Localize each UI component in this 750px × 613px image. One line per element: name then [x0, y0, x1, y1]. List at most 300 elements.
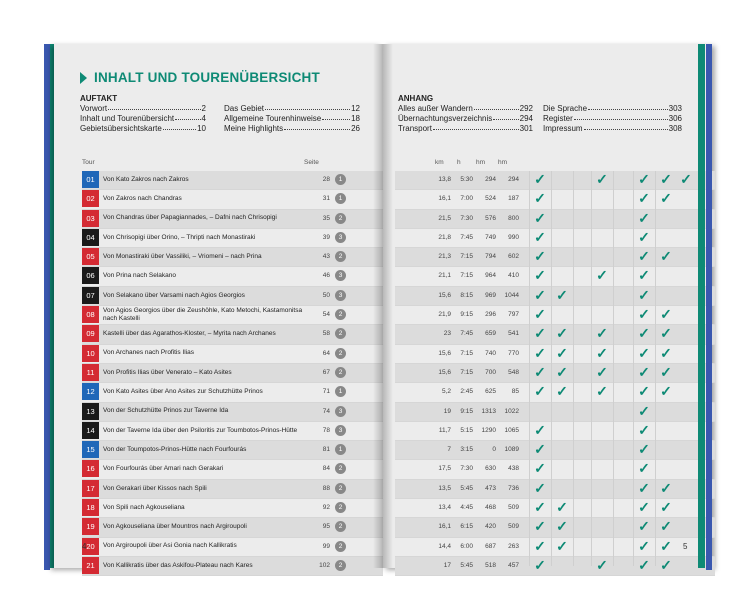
tour-row-left[interactable] [82, 267, 383, 286]
toc-entry[interactable] [398, 114, 533, 123]
toc-entry[interactable] [80, 104, 206, 113]
difficulty-icon: 2 [335, 309, 346, 320]
checkmark-icon: ✓ [638, 363, 650, 380]
checkmark-icon: ✓ [638, 286, 650, 303]
page-number-left: 4 [82, 542, 87, 551]
tour-ascent: 294 [485, 176, 496, 183]
tour-row-left[interactable] [82, 210, 383, 229]
toc-leader-dots [474, 104, 519, 110]
tour-distance: 13,5 [438, 484, 451, 492]
tour-duration: 7:00 [460, 195, 473, 203]
tour-ascent: 420 [485, 523, 496, 531]
difficulty-icon: 2 [335, 328, 346, 339]
tour-name[interactable]: Von Kallikratis über das Askifou-Plateau nach Kares [103, 561, 253, 569]
difficulty-icon: 2 [335, 213, 346, 224]
tour-table-right [395, 171, 715, 576]
tour-ascent: 969 [485, 291, 496, 299]
tour-descent: 1044 [504, 291, 519, 299]
checkmark-icon: ✓ [638, 325, 650, 342]
tour-duration: 7:15 [460, 349, 473, 357]
anhang-heading: ANHANG [398, 94, 434, 103]
toc-entry[interactable] [224, 124, 360, 133]
tour-page-number: 43 [322, 253, 330, 261]
title-arrow-icon [80, 72, 87, 84]
tour-duration: 7:15 [460, 253, 473, 261]
right-page [383, 44, 712, 573]
tour-table-left [82, 171, 383, 576]
tour-ascent: 749 [485, 233, 496, 241]
toc-leader-dots [175, 114, 200, 120]
tour-ascent: 524 [485, 195, 496, 203]
column-divider [613, 171, 614, 566]
tour-name[interactable]: Von Profitis Ilias über Venerato – Kato Asites [103, 368, 232, 376]
toc-entry-page: 294 [519, 114, 533, 123]
tour-distance: 16,1 [438, 523, 451, 531]
checkmark-icon: ✓ [638, 306, 650, 323]
checkmark-icon: ✓ [638, 344, 650, 361]
tour-distance: 16,1 [438, 195, 451, 203]
checkmark-icon: ✓ [596, 363, 608, 380]
tour-ascent: 0 [492, 446, 496, 454]
checkmark-icon: ✓ [638, 383, 650, 400]
tour-name[interactable]: Von Fourfourás über Amari nach Gerakari [103, 465, 224, 473]
tour-row-right [395, 171, 715, 190]
tour-descent: 797 [508, 311, 519, 319]
tour-ascent: 700 [485, 368, 496, 376]
tour-name[interactable]: Von Chrisopigi über Orino, – Thripti nach Monastiraki [103, 233, 256, 241]
tour-distance: 17,5 [438, 465, 451, 473]
checkmark-icon: ✓ [660, 325, 672, 342]
difficulty-icon: 1 [335, 444, 346, 455]
toc-entry-page: 308 [668, 124, 682, 133]
tour-duration: 6:00 [460, 542, 473, 550]
tour-page-number: 54 [322, 311, 330, 319]
difficulty-icon: 3 [335, 270, 346, 281]
checkmark-icon: ✓ [638, 228, 650, 245]
tour-page-number: 58 [322, 330, 330, 338]
tour-name[interactable]: Kastelli über das Agarathos-Kloster, – Myrita nach Archanes [103, 330, 276, 338]
tour-number-badge: 09 [82, 325, 99, 342]
tour-ascent: 468 [485, 504, 496, 512]
toc-entry-page: 2 [201, 104, 206, 113]
checkmark-icon: ✓ [556, 518, 568, 535]
tour-row-left[interactable] [82, 422, 383, 441]
difficulty-icon: 2 [335, 483, 346, 494]
tour-ascent: 576 [485, 214, 496, 222]
checkmark-icon: ✓ [638, 518, 650, 535]
tour-duration: 7:30 [460, 214, 473, 222]
tour-descent: 602 [508, 253, 519, 261]
tour-ascent: 630 [485, 465, 496, 473]
tour-ascent: 473 [485, 484, 496, 492]
tour-distance: 15,6 [438, 349, 451, 357]
tour-page-number: 99 [322, 542, 330, 550]
tour-page-number: 35 [322, 214, 330, 222]
toc-leader-dots [108, 104, 200, 110]
tour-row-right [395, 518, 715, 537]
tour-ascent: 1313 [481, 407, 496, 415]
tour-number-badge: 21 [82, 557, 99, 574]
tour-row-left[interactable] [82, 190, 383, 209]
tour-row-right [395, 441, 715, 460]
tour-row-left[interactable] [82, 538, 383, 557]
checkmark-icon: ✓ [556, 344, 568, 361]
tour-row-right [395, 538, 715, 557]
column-divider [633, 171, 634, 566]
tour-ascent: 1290 [481, 426, 496, 434]
toc-leader-dots [493, 114, 518, 120]
tour-row-right [395, 364, 715, 383]
checkmark-icon: ✓ [534, 518, 546, 535]
tour-distance: 14,4 [438, 542, 451, 550]
tour-number-badge: 17 [82, 480, 99, 497]
checkmark-icon: ✓ [534, 209, 546, 226]
toc-leader-dots [588, 104, 668, 110]
tour-row-right [395, 460, 715, 479]
tour-ascent: 625 [485, 388, 496, 396]
tour-name[interactable]: Von Archanes nach Profitis Ilias [103, 349, 195, 357]
tour-row-left[interactable] [82, 364, 383, 383]
tour-duration: 5:30 [460, 176, 473, 183]
tour-name[interactable]: Von Agkouseliana über Mountros nach Argiroupoli [103, 523, 247, 531]
tour-name[interactable]: Von Monastiraki über Vassiliki, – Vriomeni – nach Prina [103, 252, 262, 260]
column-seite-header: Seite [304, 159, 319, 166]
column-km-header: km [435, 159, 444, 166]
tour-row-right [395, 403, 715, 422]
tour-duration: 5:45 [460, 561, 473, 569]
tour-row-left[interactable] [82, 325, 383, 344]
tour-descent: 990 [508, 233, 519, 241]
tour-row-right [395, 248, 715, 267]
tour-descent: 548 [508, 368, 519, 376]
tour-name[interactable]: Von der Toumpotos-Prinos-Hütte nach Fourfourás [103, 445, 247, 453]
checkmark-icon: ✓ [638, 460, 650, 477]
checkmark-icon: ✓ [556, 499, 568, 516]
tour-number-badge: 16 [82, 460, 99, 477]
checkmark-icon: ✓ [534, 441, 546, 458]
tour-descent: 770 [508, 349, 519, 357]
tour-duration: 7:15 [460, 368, 473, 376]
tour-page-number: 81 [322, 446, 330, 454]
tour-name[interactable]: Von Kato Zakros nach Zakros [103, 175, 189, 183]
tour-duration: 5:45 [460, 484, 473, 492]
checkmark-icon: ✓ [660, 479, 672, 496]
column-divider [529, 171, 530, 566]
tour-row-left[interactable] [82, 287, 383, 306]
tour-name[interactable]: Von der Taverne Ida über den Psiloritis zur Toumbotos-Prinos-Hütte [103, 426, 298, 434]
tour-descent: 457 [508, 561, 519, 569]
column-divider [655, 171, 656, 566]
difficulty-icon: 3 [335, 406, 346, 417]
difficulty-icon: 2 [335, 463, 346, 474]
tour-name[interactable]: Von Zakros nach Chandras [103, 195, 182, 203]
tour-descent: 85 [511, 388, 519, 396]
checkmark-icon: ✓ [596, 344, 608, 361]
tour-name[interactable]: Von Spili nach Agkouseliana [103, 503, 185, 511]
toc-leader-dots [284, 124, 350, 130]
tour-page-number: 78 [322, 426, 330, 434]
toc-entry[interactable] [224, 104, 360, 113]
tour-duration: 7:15 [460, 272, 473, 280]
tour-distance: 11,7 [438, 426, 451, 434]
tour-row-right [395, 499, 715, 518]
tour-row-left[interactable] [82, 306, 383, 325]
tour-row-left[interactable] [82, 499, 383, 518]
tour-number-badge: 06 [82, 267, 99, 284]
tour-page-number: 95 [322, 523, 330, 531]
tour-descent: 736 [508, 484, 519, 492]
toc-entry[interactable] [398, 124, 533, 133]
tour-page-number: 50 [322, 291, 330, 299]
tour-duration: 2:45 [460, 388, 473, 396]
checkmark-icon: ✓ [534, 556, 546, 573]
checkmark-icon: ✓ [534, 325, 546, 342]
tour-duration: 3:15 [460, 446, 473, 454]
tour-distance: 13,4 [438, 504, 451, 512]
tour-row-left[interactable] [82, 248, 383, 267]
tour-row-left[interactable] [82, 383, 383, 402]
book-gutter [373, 44, 393, 568]
difficulty-icon: 2 [335, 521, 346, 532]
tour-descent: 410 [508, 272, 519, 280]
tour-descent: 438 [508, 465, 519, 473]
toc-entry-label: Transport [398, 124, 432, 133]
page-number-right: 5 [683, 542, 688, 551]
tour-number-badge: 07 [82, 287, 99, 304]
checkmark-icon: ✓ [638, 441, 650, 458]
tour-row-right [395, 557, 715, 576]
tour-name[interactable]: Von der Schutzhütte Prinos zur Taverne Ida [103, 407, 229, 415]
tour-descent: 187 [508, 195, 519, 203]
checkmark-icon: ✓ [534, 228, 546, 245]
tour-duration: 7:45 [460, 330, 473, 338]
checkmark-icon: ✓ [534, 460, 546, 477]
tour-row-left[interactable] [82, 441, 383, 460]
checkmark-icon: ✓ [660, 383, 672, 400]
checkmark-icon: ✓ [596, 267, 608, 284]
column-divider [573, 171, 574, 566]
column-h-header: h [457, 159, 461, 166]
toc-leader-dots [322, 114, 350, 120]
difficulty-icon: 1 [335, 174, 346, 185]
toc-entry-label: Übernachtungsverzeichnis [398, 114, 493, 123]
tour-page-number: 64 [322, 349, 330, 357]
tour-distance: 17 [443, 561, 451, 569]
toc-entry[interactable] [80, 114, 206, 123]
tour-number-badge: 12 [82, 383, 99, 400]
checkmark-icon: ✓ [680, 171, 692, 187]
checkmark-icon: ✓ [638, 267, 650, 284]
checkmark-icon: ✓ [534, 306, 546, 323]
toc-entry[interactable] [398, 104, 533, 113]
tour-descent: 1065 [504, 426, 519, 434]
tour-number-badge: 20 [82, 538, 99, 555]
tour-distance: 21,8 [438, 233, 451, 241]
toc-entry-page: 18 [351, 114, 360, 123]
tour-row-right [395, 210, 715, 229]
tour-row-left[interactable] [82, 557, 383, 576]
tour-duration: 9:15 [460, 407, 473, 415]
tour-name[interactable]: Von Chandras über Papagiannades, – Dafni nach Chrisopigi [103, 214, 277, 222]
tour-page-number: 92 [322, 504, 330, 512]
checkmark-icon: ✓ [534, 537, 546, 554]
checkmark-icon: ✓ [638, 402, 650, 419]
tour-row-right [395, 345, 715, 364]
checkmark-icon: ✓ [556, 363, 568, 380]
tour-row-right [395, 422, 715, 441]
checkmark-icon: ✓ [638, 556, 650, 573]
checkmark-icon: ✓ [534, 286, 546, 303]
toc-leader-dots [163, 124, 196, 130]
column-divider [591, 171, 592, 566]
checkmark-icon: ✓ [596, 556, 608, 573]
checkmark-icon: ✓ [638, 479, 650, 496]
tour-duration: 8:15 [460, 291, 473, 299]
toc-entry-label: Register [543, 114, 573, 123]
toc-entry-label: Die Sprache [543, 104, 588, 113]
toc-entry[interactable] [543, 114, 682, 123]
checkmark-icon: ✓ [660, 171, 672, 187]
difficulty-icon: 2 [335, 251, 346, 262]
tour-ascent: 518 [485, 561, 496, 569]
checkmark-icon: ✓ [534, 190, 546, 207]
tour-distance: 15,6 [438, 368, 451, 376]
difficulty-icon: 2 [335, 541, 346, 552]
tour-row-left[interactable] [82, 480, 383, 499]
tour-row-right [395, 267, 715, 286]
checkmark-icon: ✓ [638, 421, 650, 438]
tour-descent: 800 [508, 214, 519, 222]
tour-name[interactable]: Von Selakano über Varsami nach Agios Georgios [103, 291, 245, 299]
tour-descent: 263 [508, 542, 519, 550]
tour-row-left[interactable] [82, 229, 383, 248]
toc-entry-label: Meine Highlights [224, 124, 284, 133]
tour-duration: 7:30 [460, 465, 473, 473]
toc-entry[interactable] [224, 114, 360, 123]
tour-page-number: 74 [322, 407, 330, 415]
tour-row-right [395, 306, 715, 325]
tour-page-number: 31 [322, 195, 330, 203]
tour-duration: 7:45 [460, 233, 473, 241]
checkmark-icon: ✓ [660, 363, 672, 380]
toc-entry-page: 4 [201, 114, 206, 123]
tour-number-badge: 01 [82, 171, 99, 188]
tour-distance: 21,3 [438, 253, 451, 261]
column-hm-down-header: hm [498, 159, 508, 166]
tour-page-number: 88 [322, 484, 330, 492]
tour-page-number: 46 [322, 272, 330, 280]
difficulty-icon: 1 [335, 193, 346, 204]
checkmark-icon: ✓ [556, 325, 568, 342]
toc-entry-label: Alles außer Wandern [398, 104, 473, 113]
tour-distance: 21,5 [438, 214, 451, 222]
difficulty-icon: 2 [335, 560, 346, 571]
tour-descent: 541 [508, 330, 519, 338]
checkmark-icon: ✓ [556, 383, 568, 400]
tour-row-right [395, 480, 715, 499]
checkmark-icon: ✓ [638, 190, 650, 207]
checkmark-icon: ✓ [596, 325, 608, 342]
toc-entry-label: Gebietsübersichtskarte [80, 124, 162, 133]
tour-row-left[interactable] [82, 460, 383, 479]
toc-entry-page: 301 [519, 124, 533, 133]
tour-descent: 294 [508, 176, 519, 183]
checkmark-icon: ✓ [556, 537, 568, 554]
toc-entry-page: 12 [351, 104, 360, 113]
difficulty-icon: 2 [335, 367, 346, 378]
toc-entry-page: 26 [351, 124, 360, 133]
tour-descent: 509 [508, 504, 519, 512]
column-divider [551, 171, 552, 566]
tour-row-left[interactable] [82, 345, 383, 364]
book-edge-green-right [698, 44, 705, 568]
tour-name[interactable]: Von Argiroupoli über Asi Gonia nach Kallikratis [103, 542, 237, 550]
toc-entry[interactable] [543, 104, 682, 113]
left-page [54, 44, 383, 568]
checkmark-icon: ✓ [556, 286, 568, 303]
checkmark-icon: ✓ [534, 383, 546, 400]
tour-descent: 509 [508, 523, 519, 531]
toc-entry-label: Inhalt und Tourenübersicht [80, 114, 175, 123]
tour-number-badge: 19 [82, 518, 99, 535]
tour-distance: 5,2 [441, 388, 451, 396]
column-hm-up-header: hm [476, 159, 486, 166]
tour-distance: 13,8 [438, 176, 451, 183]
toc-leader-dots [433, 124, 519, 130]
tour-number-badge: 03 [82, 210, 99, 227]
tour-duration: 9:15 [460, 311, 473, 319]
checkmark-icon: ✓ [638, 537, 650, 554]
tour-duration: 4:45 [460, 504, 473, 512]
toc-entry[interactable] [80, 124, 206, 133]
tour-ascent: 794 [485, 253, 496, 261]
open-book [44, 44, 716, 579]
checkmark-icon: ✓ [638, 248, 650, 265]
tour-row-left[interactable] [82, 518, 383, 537]
toc-entry-page: 306 [668, 114, 682, 123]
checkmark-icon: ✓ [660, 248, 672, 265]
tour-ascent: 659 [485, 330, 496, 338]
checkmark-icon: ✓ [660, 518, 672, 535]
checkmark-icon: ✓ [534, 479, 546, 496]
toc-leader-dots [265, 104, 350, 110]
checkmark-icon: ✓ [638, 171, 650, 187]
toc-entry[interactable] [543, 124, 682, 133]
toc-entry-page: 292 [519, 104, 533, 113]
checkmark-icon: ✓ [534, 499, 546, 516]
toc-entry-label: Das Gebiet [224, 104, 265, 113]
tour-number-badge: 10 [82, 345, 99, 362]
checkmark-icon: ✓ [660, 190, 672, 207]
checkmark-icon: ✓ [660, 344, 672, 361]
checkmark-icon: ✓ [660, 306, 672, 323]
tour-descent: 1022 [504, 407, 519, 415]
tour-name[interactable]: Von Prina nach Selakano [103, 272, 176, 280]
tour-name[interactable]: Von Kato Asites über Ano Asites zur Schutzhütte Prinos [103, 388, 263, 396]
tour-duration: 6:15 [460, 523, 473, 531]
tour-distance: 23 [443, 330, 451, 338]
tour-ascent: 687 [485, 542, 496, 550]
tour-name[interactable]: Von Agios Georgios über die Zeushöhle, Kato Metochi, Kastamonitsa nach Kastelli [103, 307, 303, 322]
tour-distance: 19 [443, 407, 451, 415]
tour-number-badge: 02 [82, 190, 99, 207]
toc-entry-label: Vorwort [80, 104, 108, 113]
tour-row-right [395, 229, 715, 248]
tour-name[interactable]: Von Gerakari über Kissos nach Spili [103, 484, 207, 492]
checkmark-icon: ✓ [534, 363, 546, 380]
tour-row-left[interactable] [82, 403, 383, 422]
tour-row-left[interactable] [82, 171, 383, 190]
